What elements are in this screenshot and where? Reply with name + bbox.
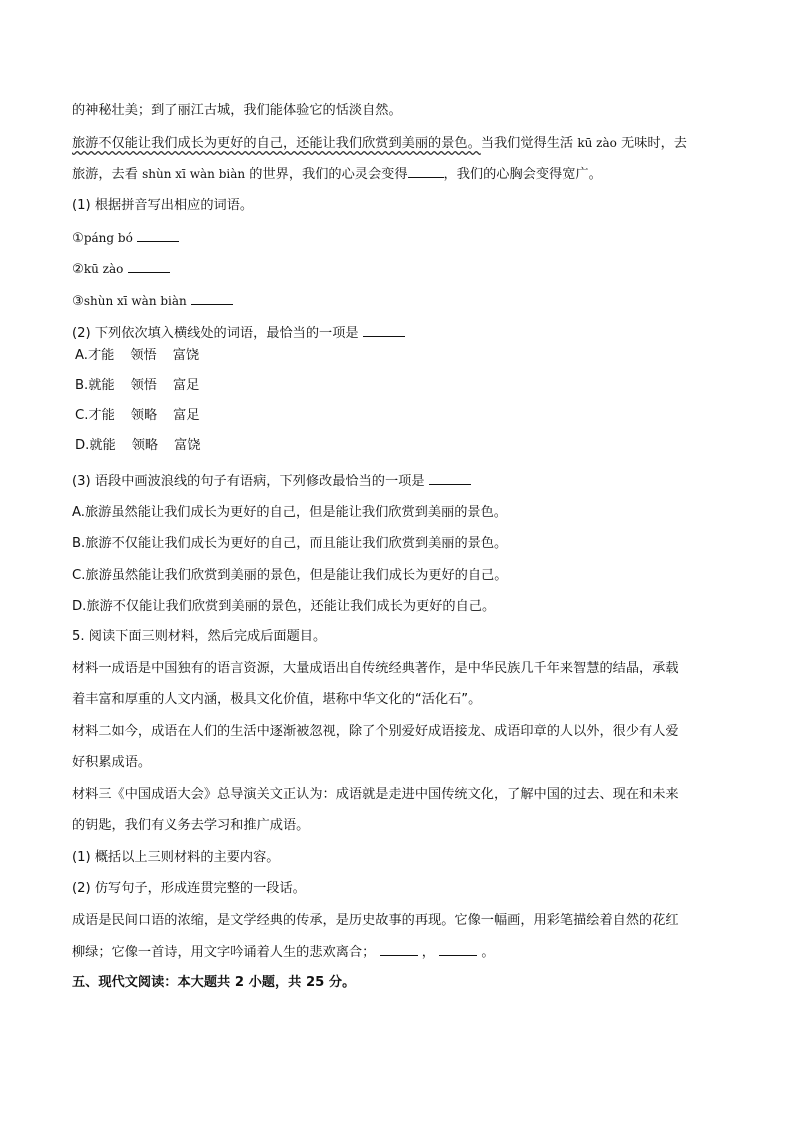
text-line: 的神秘壮美；到了丽江古城，我们能体验它的恬淡自然。 <box>72 103 402 118</box>
answer-blank[interactable] <box>429 471 471 485</box>
punctuation: 。 <box>481 945 495 960</box>
text-segment: 柳绿；它像一首诗，用文字吟诵着人生的悲欢离合； <box>72 945 376 960</box>
heading-text: 分。 <box>324 975 356 990</box>
option-word: 领略 <box>131 438 159 453</box>
pinyin-text: kū zào <box>83 262 124 276</box>
sub-item-a <box>72 228 179 249</box>
text-line: 的钥匙，我们有义务去学习和推广成语。 <box>72 818 310 833</box>
text-line: 材料一成语是中国独有的语言资源，大量成语出自传统经典著作，是中华民族几千年来智慧的结晶，承载 <box>72 661 679 676</box>
answer-blank[interactable] <box>439 942 477 956</box>
text-segment: 的世界，我们的心灵会变得 <box>245 167 408 182</box>
text-segment: 当我们觉得生活 <box>480 136 578 151</box>
option-text: B.旅游不仅能让我们成长为更好的自己，而且能让我们欣赏到美丽的景色。 <box>72 536 508 551</box>
question-5 <box>72 627 326 647</box>
question-3 <box>72 471 471 492</box>
item-marker: ① <box>72 231 84 246</box>
heading-text: 小题，共 <box>244 975 306 990</box>
heading-text: 五、现代文阅读：本大题共 <box>72 975 235 990</box>
sub-question-1 <box>72 848 280 868</box>
answer-blank[interactable] <box>363 323 405 337</box>
option-c[interactable] <box>72 566 507 586</box>
option-text: D.旅游不仅能让我们欣赏到美丽的景色，还能让我们成长为更好的自己。 <box>72 599 496 614</box>
answer-blank[interactable] <box>137 228 179 242</box>
paragraph-line <box>72 133 687 154</box>
option-a[interactable] <box>72 503 507 523</box>
text-line: 好积累成语。 <box>72 755 152 770</box>
option-b[interactable] <box>75 376 199 396</box>
sub-question-2 <box>72 879 306 899</box>
question-text: 5. 阅读下面三则材料，然后完成后面题目。 <box>72 629 327 644</box>
pinyin-text: páng bó <box>83 231 133 245</box>
sub-item-b <box>72 259 170 280</box>
answer-blank[interactable] <box>380 942 418 956</box>
material-2-line <box>72 722 679 742</box>
option-word: 富饶 <box>172 348 200 363</box>
item-marker: ③ <box>72 294 84 309</box>
option-text: A.旅游虽然能让我们成长为更好的自己，但是能让我们欣赏到美丽的景色。 <box>72 505 507 520</box>
option-a[interactable] <box>75 346 199 366</box>
pinyin-text: kū zào <box>577 136 617 150</box>
section-heading <box>72 973 355 993</box>
option-label: C.才能 <box>75 408 115 423</box>
answer-blank[interactable] <box>128 259 170 273</box>
pinyin-text: shùn xī wàn biàn <box>142 167 246 181</box>
material-3-line <box>72 816 309 836</box>
question-text: (3) 语段中画波浪线的句子有语病，下列修改最恰当的一项是 <box>72 474 425 489</box>
punctuation: ， <box>421 945 435 960</box>
option-d[interactable] <box>75 436 200 456</box>
option-word: 富足 <box>173 378 200 393</box>
question-text: (1) 概括以上三则材料的主要内容。 <box>72 850 280 865</box>
text-line: 材料二如今，成语在人们的生活中逐渐被忽视，除了个别爱好成语接龙、成语印章的人以外，很少有人爱 <box>72 724 679 739</box>
option-b[interactable] <box>72 534 507 554</box>
sub-item-c <box>72 291 233 312</box>
pinyin-text: shùn xī wàn biàn <box>83 294 187 308</box>
option-label: D.就能 <box>75 438 116 453</box>
question-2 <box>72 323 405 344</box>
material-1-line <box>72 659 679 679</box>
option-label: B.就能 <box>75 378 115 393</box>
material-2-line <box>72 753 151 773</box>
paragraph-line <box>72 101 402 121</box>
option-word: 领悟 <box>130 378 157 393</box>
score-total: 25 <box>305 975 325 990</box>
text-line: 材料三《中国成语大会》总导演关文正认为：成语就是走进中国传统文化，了解中国的过去、现在和未来 <box>72 787 679 802</box>
option-c[interactable] <box>75 406 200 426</box>
text-segment: ，我们的心胸会变得宽广。 <box>443 167 602 182</box>
paragraph-line <box>72 942 495 963</box>
answer-blank[interactable] <box>408 164 444 178</box>
text-line: 成语是民间口语的浓缩，是文学经典的传承，是历史故事的再现。它像一幅画，用彩笔描绘着自然的花红 <box>72 913 679 928</box>
material-1-line <box>72 690 481 710</box>
option-text: C.旅游虽然能让我们欣赏到美丽的景色，但是能让我们成长为更好的自己。 <box>72 568 508 583</box>
material-3-line <box>72 785 679 805</box>
question-1 <box>72 196 253 216</box>
option-label: A.才能 <box>75 348 115 363</box>
text-line: 着丰富和厚重的人文内涵，极具文化价值，堪称中华文化的“活化石”。 <box>72 692 482 707</box>
question-count: 2 <box>234 975 245 990</box>
question-text: (2) 仿写句子，形成连贯完整的一段话。 <box>72 881 306 896</box>
wavy-underlined-sentence: 旅游不仅能让我们成长为更好的自己，还能让我们欣赏到美丽的景色。 <box>72 136 481 151</box>
option-word: 领略 <box>130 408 158 423</box>
answer-blank[interactable] <box>191 291 233 305</box>
question-text: (2) 下列依次填入横线处的词语，最恰当的一项是 <box>72 326 359 341</box>
option-word: 领悟 <box>130 348 157 363</box>
option-word: 富足 <box>173 408 200 423</box>
paragraph-line <box>72 164 602 185</box>
option-d[interactable] <box>72 597 495 617</box>
text-segment: 无味时，去 <box>616 136 687 151</box>
option-word: 富饶 <box>174 438 201 453</box>
question-text: (1) 根据拼音写出相应的词语。 <box>72 198 254 213</box>
item-marker: ② <box>72 262 84 277</box>
paragraph-line <box>72 911 679 931</box>
text-segment: 旅游，去看 <box>72 167 143 182</box>
